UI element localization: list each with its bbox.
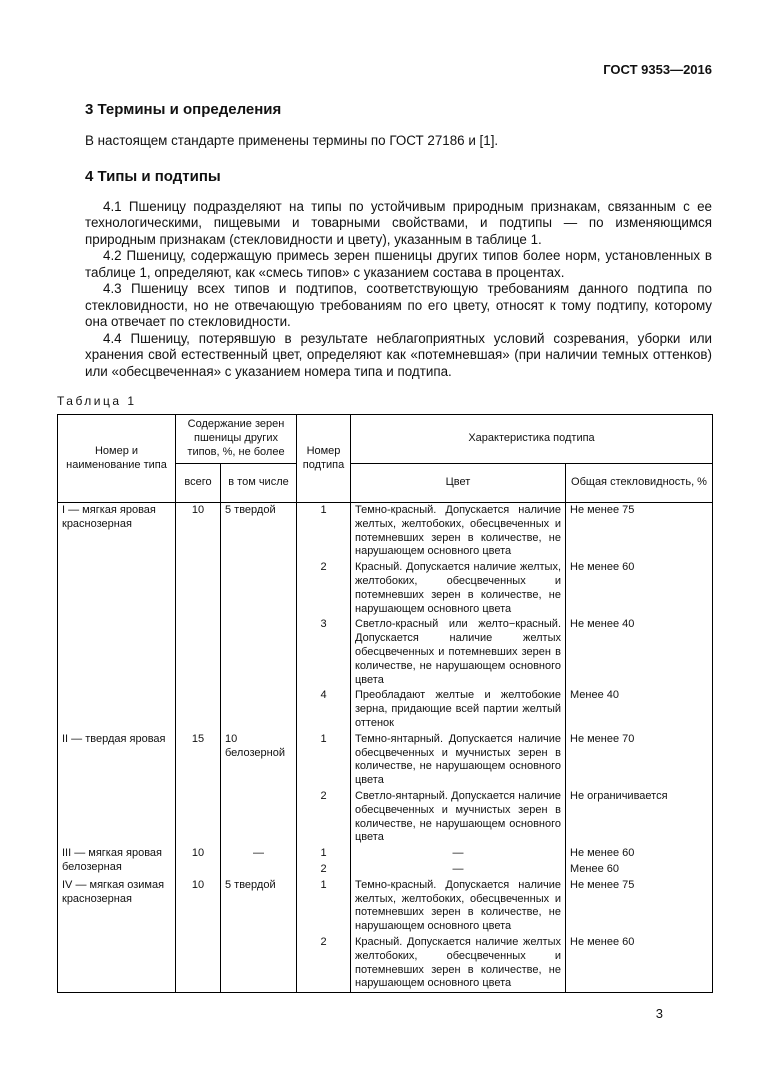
table-caption: Таблица 1: [57, 394, 137, 408]
color-cell: —: [351, 846, 566, 862]
subtype-number-cell: 1: [297, 503, 351, 561]
header-subtype-number: Номер подтипа: [297, 415, 351, 503]
total-cell: 10: [176, 503, 221, 732]
vitreousness-cell: Не ограничивается: [566, 789, 713, 846]
color-cell: Светло-красный или желто−красный. Допускается наличие желтых обесцвеченных и потемневших зерен в количестве, не нарушающем основного цвета: [351, 617, 566, 688]
header-color: Цвет: [351, 464, 566, 503]
subtype-number-cell: 1: [297, 846, 351, 862]
table-row: [58, 503, 713, 561]
color-cell: Преобладают желтые и желтобокие зерна, придающие всей партии желтый оттенок: [351, 688, 566, 731]
header-including: в том числе: [221, 464, 297, 503]
wheat-types-table: [57, 414, 713, 993]
subtype-number-cell: 3: [297, 617, 351, 688]
color-cell: —: [351, 862, 566, 878]
table-row: [58, 878, 713, 935]
including-cell: —: [221, 846, 297, 878]
subtype-number-cell: 2: [297, 789, 351, 846]
subtype-number-cell: 2: [297, 935, 351, 993]
color-cell: Темно-красный. Допускается наличие желтых, желтобоких, обесцвеченных и потемневших зерен в количестве, не нарушающем основного цвета: [351, 503, 566, 561]
paragraph-4-3: 4.3 Пшеницу всех типов и подтипов, соответствующую требованиям данного подтипа по стекловидности, но не отвечающую требованиям по его цвету, относят к тому подтипу, которому она отвечает по стекловидности.: [85, 281, 712, 329]
section-3-paragraph: В настоящем стандарте применены термины по ГОСТ 27186 и [1].: [85, 133, 499, 148]
vitreousness-cell: Менее 60: [566, 862, 713, 878]
header-type: Номер и наименование типа: [58, 415, 176, 503]
table-row: [58, 732, 713, 789]
paragraph-4-4: 4.4 Пшеницу, потерявшую в результате неблагоприятных условий созревания, уборки или хранения свой естественный цвет, определяют как «потемневшая» (при наличии темных оттенков) или «обесцвеченная» с указанием номера типа и подтипа.: [85, 330, 712, 379]
vitreousness-cell: Не менее 75: [566, 503, 713, 561]
section-4-heading: 4 Типы и подтипы: [85, 167, 221, 185]
vitreousness-cell: Не менее 60: [566, 560, 713, 617]
subtype-number-cell: 4: [297, 688, 351, 731]
total-cell: 10: [176, 878, 221, 993]
type-cell: I — мягкая яровая краснозерная: [58, 503, 176, 732]
vitreousness-cell: Не менее 40: [566, 617, 713, 688]
paragraph-4-2: 4.2 Пшеницу, содержащую примесь зерен пшеницы других типов более норм, установленных в таблице 1, определяют, как «смесь типов» с указанием состава в процентах.: [85, 248, 712, 280]
vitreousness-cell: Не менее 60: [566, 935, 713, 993]
color-cell: Красный. Допускается наличие желтых желтобоких, обесцвеченных и потемневших зерен в количестве, не нарушающем основного цвета: [351, 935, 566, 993]
total-cell: 15: [176, 732, 221, 846]
header-content-group: Содержание зерен пшеницы других типов, %, не более: [176, 415, 297, 464]
including-cell: 5 твердой: [221, 878, 297, 993]
type-cell: II — твердая яровая: [58, 732, 176, 846]
type-cell: IV — мягкая озимая краснозерная: [58, 878, 176, 993]
type-cell: III — мягкая яровая белозерная: [58, 846, 176, 878]
vitreousness-cell: Менее 40: [566, 688, 713, 731]
vitreousness-cell: Не менее 75: [566, 878, 713, 935]
vitreousness-cell: Не менее 70: [566, 732, 713, 789]
color-cell: Темно-красный. Допускается наличие желтых, желтобоких, обесцвеченных и потемневших зерен в количестве, не нарушающем основного цвета: [351, 878, 566, 935]
table-row: [58, 846, 713, 862]
doc-reference: ГОСТ 9353—2016: [603, 62, 712, 77]
header-total: всего: [176, 464, 221, 503]
color-cell: Светло-янтарный. Допускается наличие обесцвеченных и мучнистых зерен в количестве, не нарушающем основного цвета: [351, 789, 566, 846]
header-characteristic-group: Характеристика подтипа: [351, 415, 713, 464]
subtype-number-cell: 1: [297, 878, 351, 935]
header-vitreousness: Общая стекловидность, %: [566, 464, 713, 503]
vitreousness-cell: Не менее 60: [566, 846, 713, 862]
page-number: 3: [655, 1006, 663, 1022]
including-cell: 10 белозерной: [221, 732, 297, 846]
subtype-number-cell: 1: [297, 732, 351, 789]
total-cell: 10: [176, 846, 221, 878]
color-cell: Красный. Допускается наличие желтых, желтобоких, обесцвеченных и потемневших зерен в количестве, не нарушающем основного цвета: [351, 560, 566, 617]
color-cell: Темно-янтарный. Допускается наличие обесцвеченных и мучнистых зерен в количестве, не нарушающем основного цвета: [351, 732, 566, 789]
section-3-heading: 3 Термины и определения: [85, 101, 282, 118]
subtype-number-cell: 2: [297, 862, 351, 878]
subtype-number-cell: 2: [297, 560, 351, 617]
paragraph-4-1: 4.1 Пшеницу подразделяют на типы по устойчивым природным признакам, связанным с ее технологическими, пищевыми и товарными свойствами, и подтипы — по изменяющимся природным признакам (стекловидности и цвету), указанным в таблице 1.: [85, 198, 712, 247]
including-cell: 5 твердой: [221, 503, 297, 732]
